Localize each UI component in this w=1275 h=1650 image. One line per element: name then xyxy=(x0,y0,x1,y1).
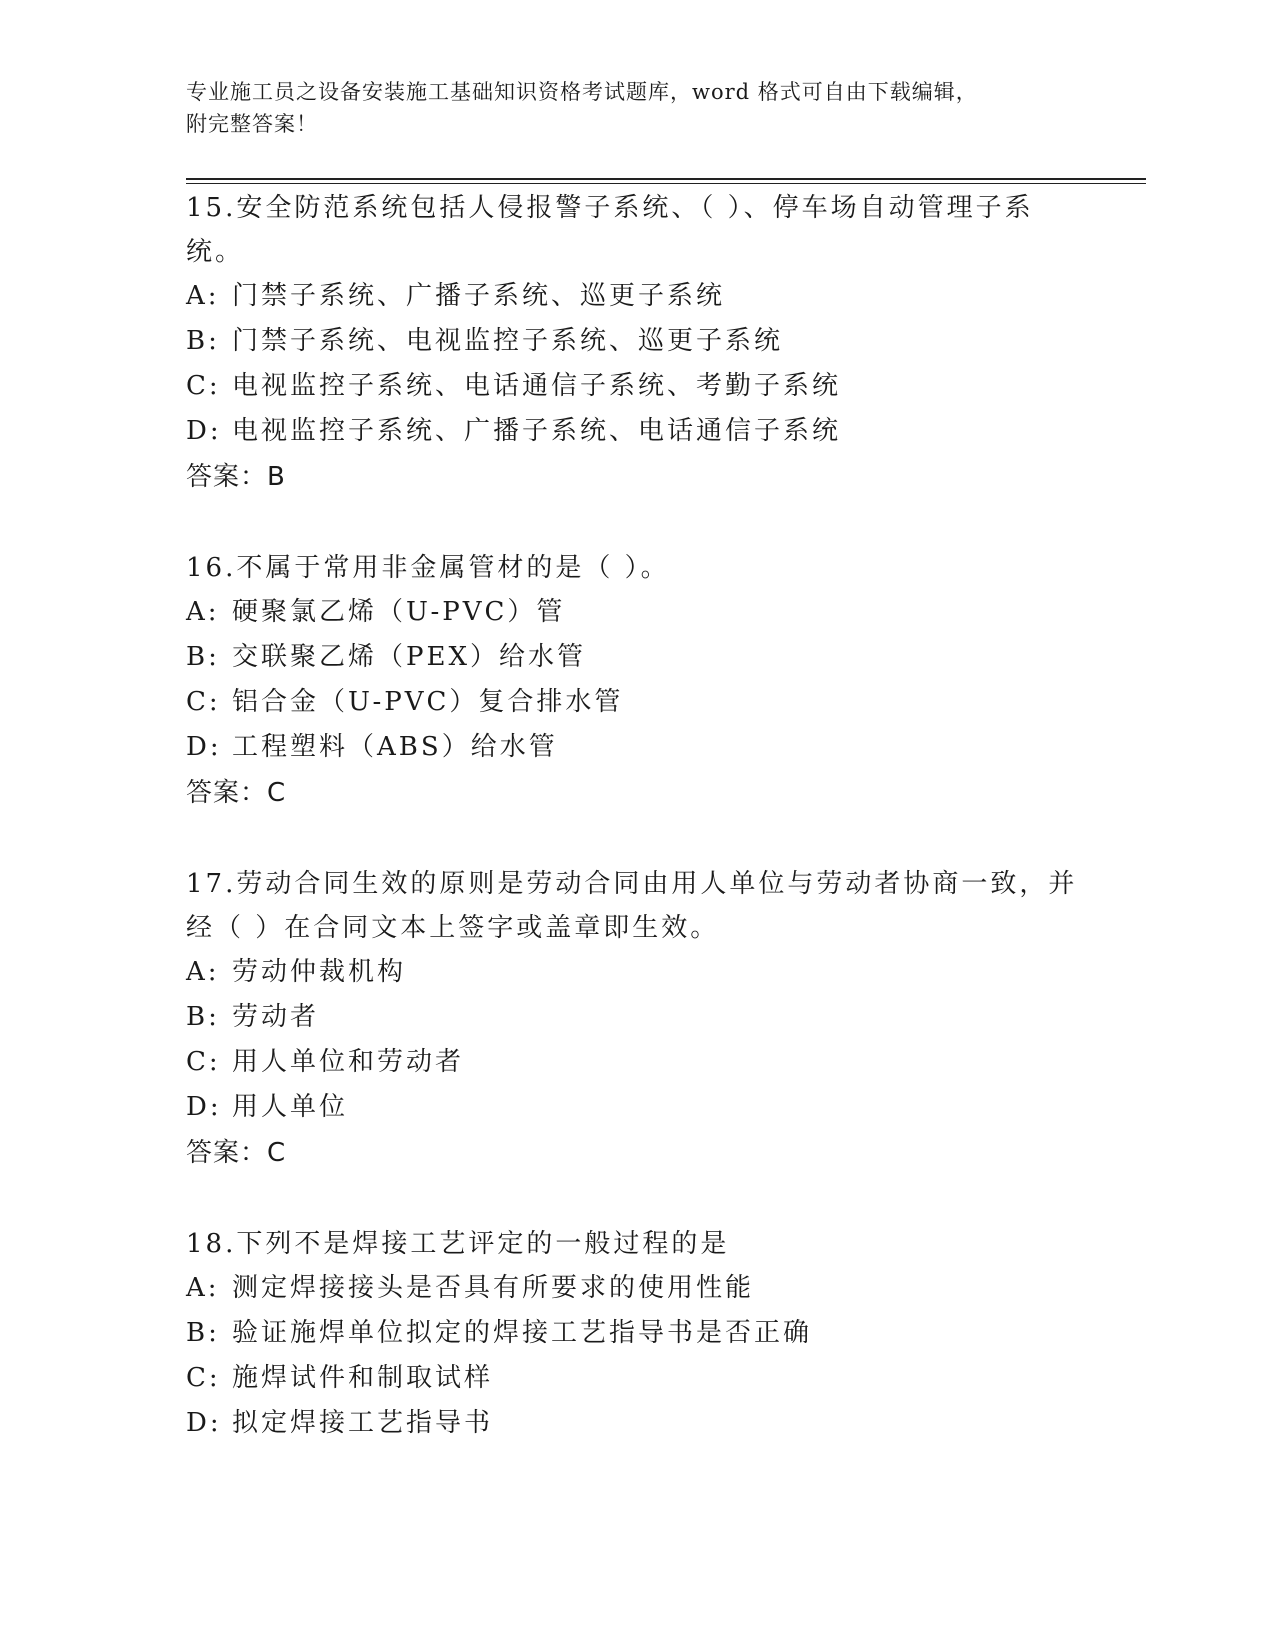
option-text: 劳动者 xyxy=(232,1002,320,1032)
option-key: A: xyxy=(186,957,220,987)
option-text: 劳动仲裁机构 xyxy=(232,957,407,987)
option-d xyxy=(186,1401,1086,1446)
option-c xyxy=(186,680,1086,725)
answer-line: 答案：C xyxy=(186,1138,287,1168)
option-text: 验证施焊单位拟定的焊接工艺指导书是否正确 xyxy=(232,1318,813,1348)
option-key: D: xyxy=(186,732,222,762)
option-a xyxy=(186,950,1086,995)
header-line-2: 附完整答案！ xyxy=(186,112,318,136)
option-text: 铝合金（U-PVC）复合排水管 xyxy=(232,687,624,717)
option-text: 电视监控子系统、广播子系统、电话通信子系统 xyxy=(232,416,842,446)
option-key: C: xyxy=(186,1047,221,1077)
option-a xyxy=(186,274,1086,319)
option-text: 用人单位和劳动者 xyxy=(232,1047,465,1077)
option-key: B: xyxy=(186,326,220,356)
answer-line: 答案：C xyxy=(186,778,287,808)
option-key: C: xyxy=(186,1363,221,1393)
question-stem: 16.不属于常用非金属管材的是（ ）。 xyxy=(186,553,670,583)
option-text: 施焊试件和制取试样 xyxy=(232,1363,494,1393)
option-d xyxy=(186,409,1086,454)
option-d xyxy=(186,725,1086,770)
option-b xyxy=(186,319,1086,364)
option-key: B: xyxy=(186,642,220,672)
header-line-1: 专业施工员之设备安装施工基础知识资格考试题库，word 格式可自由下载编辑， xyxy=(186,80,978,104)
option-text: 拟定焊接工艺指导书 xyxy=(232,1408,494,1438)
option-b xyxy=(186,635,1086,680)
option-key: C: xyxy=(186,371,221,401)
question-15 xyxy=(186,186,1086,500)
option-key: A: xyxy=(186,281,220,311)
option-c xyxy=(186,1356,1086,1401)
option-a xyxy=(186,590,1086,635)
option-d xyxy=(186,1085,1086,1130)
option-text: 硬聚氯乙烯（U-PVC）管 xyxy=(232,597,566,627)
option-text: 测定焊接接头是否具有所要求的使用性能 xyxy=(232,1273,755,1303)
option-text: 用人单位 xyxy=(232,1092,349,1122)
option-c xyxy=(186,364,1086,409)
option-key: B: xyxy=(186,1318,220,1348)
option-text: 电视监控子系统、电话通信子系统、考勤子系统 xyxy=(232,371,842,401)
document-header xyxy=(186,76,1086,140)
option-key: D: xyxy=(186,1408,222,1438)
option-b xyxy=(186,995,1086,1040)
option-text: 交联聚乙烯（PEX）给水管 xyxy=(232,642,586,672)
option-b xyxy=(186,1311,1086,1356)
question-list xyxy=(186,186,1086,1492)
option-key: D: xyxy=(186,1092,222,1122)
option-c xyxy=(186,1040,1086,1085)
question-17 xyxy=(186,862,1086,1176)
question-stem-continued: 统。 xyxy=(186,237,245,267)
question-16 xyxy=(186,546,1086,816)
option-a xyxy=(186,1266,1086,1311)
option-text: 门禁子系统、广播子系统、巡更子系统 xyxy=(232,281,726,311)
question-stem: 15.安全防范系统包括人侵报警子系统、（ ）、停车场自动管理子系 xyxy=(186,193,1034,223)
option-key: B: xyxy=(186,1002,220,1032)
question-stem: 17.劳动合同生效的原则是劳动合同由用人单位与劳动者协商一致，并 xyxy=(186,869,1078,899)
question-18 xyxy=(186,1222,1086,1446)
question-stem: 18.下列不是焊接工艺评定的一般过程的是 xyxy=(186,1229,730,1259)
option-text: 工程塑料（ABS）给水管 xyxy=(232,732,558,762)
option-text: 门禁子系统、电视监控子系统、巡更子系统 xyxy=(232,326,784,356)
option-key: D: xyxy=(186,416,222,446)
answer-line: 答案：B xyxy=(186,462,286,492)
option-key: A: xyxy=(186,1273,220,1303)
header-divider-thin xyxy=(186,183,1146,184)
header-divider-thick xyxy=(186,178,1146,180)
question-stem-continued: 经（ ）在合同文本上签字或盖章即生效。 xyxy=(186,913,720,943)
option-key: A: xyxy=(186,597,220,627)
option-key: C: xyxy=(186,687,221,717)
